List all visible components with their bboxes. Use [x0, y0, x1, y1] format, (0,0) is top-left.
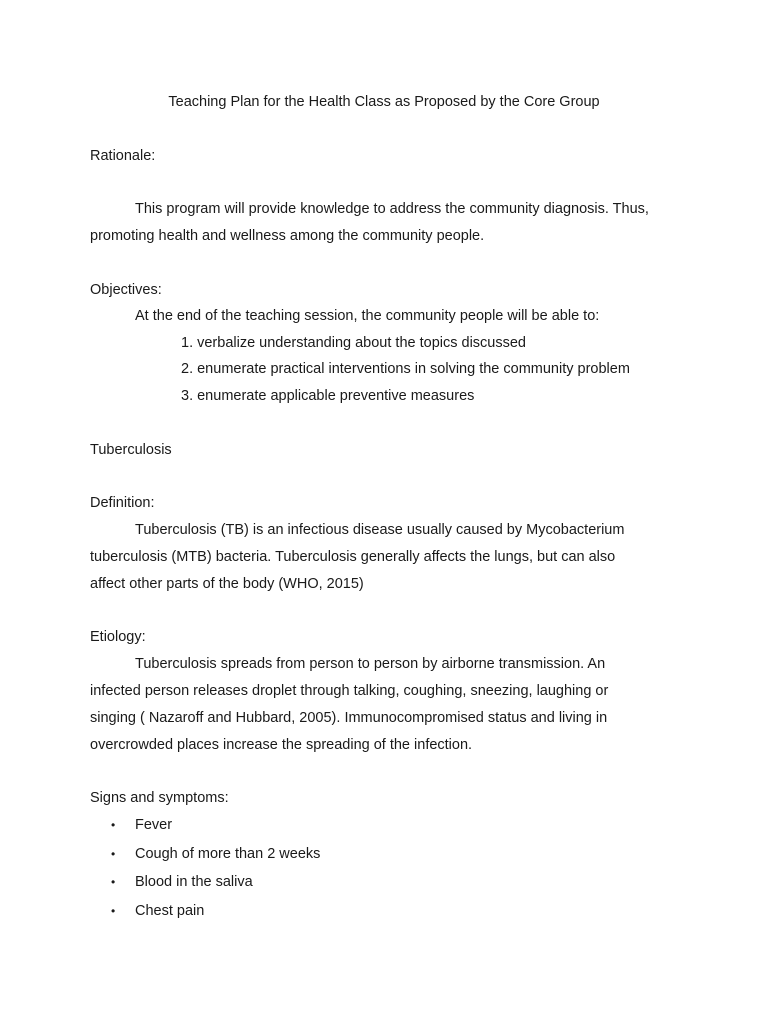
definition-line-2: tuberculosis (MTB) bacteria. Tuberculosis generally affects the lungs, but can also — [90, 549, 616, 565]
bullet-icon: • — [111, 904, 116, 918]
objectives-heading: Objectives: — [90, 282, 162, 298]
rationale-heading: Rationale: — [90, 148, 156, 164]
sign-item-1: Fever — [135, 817, 173, 833]
objective-item-2: 2. enumerate practical interventions in solving the community problem — [181, 361, 630, 377]
etiology-line-1: Tuberculosis spreads from person to person by airborne transmission. An — [135, 656, 606, 672]
bullet-icon: • — [111, 847, 116, 861]
rationale-line-1: This program will provide knowledge to address the community diagnosis. Thus, — [135, 201, 649, 217]
objective-item-3: 3. enumerate applicable preventive measures — [181, 388, 475, 404]
sign-item-2: Cough of more than 2 weeks — [135, 846, 321, 862]
bullet-icon: • — [111, 818, 116, 832]
topic-heading: Tuberculosis — [90, 442, 172, 458]
definition-line-3: affect other parts of the body (WHO, 2015) — [90, 576, 364, 592]
sign-item-3: Blood in the saliva — [135, 874, 253, 890]
etiology-line-2: infected person releases droplet through talking, coughing, sneezing, laughing or — [90, 683, 609, 699]
etiology-line-3: singing ( Nazaroff and Hubbard, 2005). Immunocompromised status and living in — [90, 710, 608, 726]
bullet-icon: • — [111, 875, 116, 889]
rationale-line-2: promoting health and wellness among the community people. — [90, 228, 485, 244]
signs-heading: Signs and symptoms: — [90, 790, 229, 806]
etiology-heading: Etiology: — [90, 629, 146, 645]
objectives-intro: At the end of the teaching session, the community people will be able to: — [135, 308, 600, 324]
document-title: Teaching Plan for the Health Class as Proposed by the Core Group — [168, 94, 600, 110]
definition-heading: Definition: — [90, 495, 155, 511]
sign-item-4: Chest pain — [135, 903, 205, 919]
objective-item-1: 1. verbalize understanding about the topics discussed — [181, 335, 526, 351]
etiology-line-4: overcrowded places increase the spreading of the infection. — [90, 737, 473, 753]
definition-line-1: Tuberculosis (TB) is an infectious disease usually caused by Mycobacterium — [135, 522, 625, 538]
